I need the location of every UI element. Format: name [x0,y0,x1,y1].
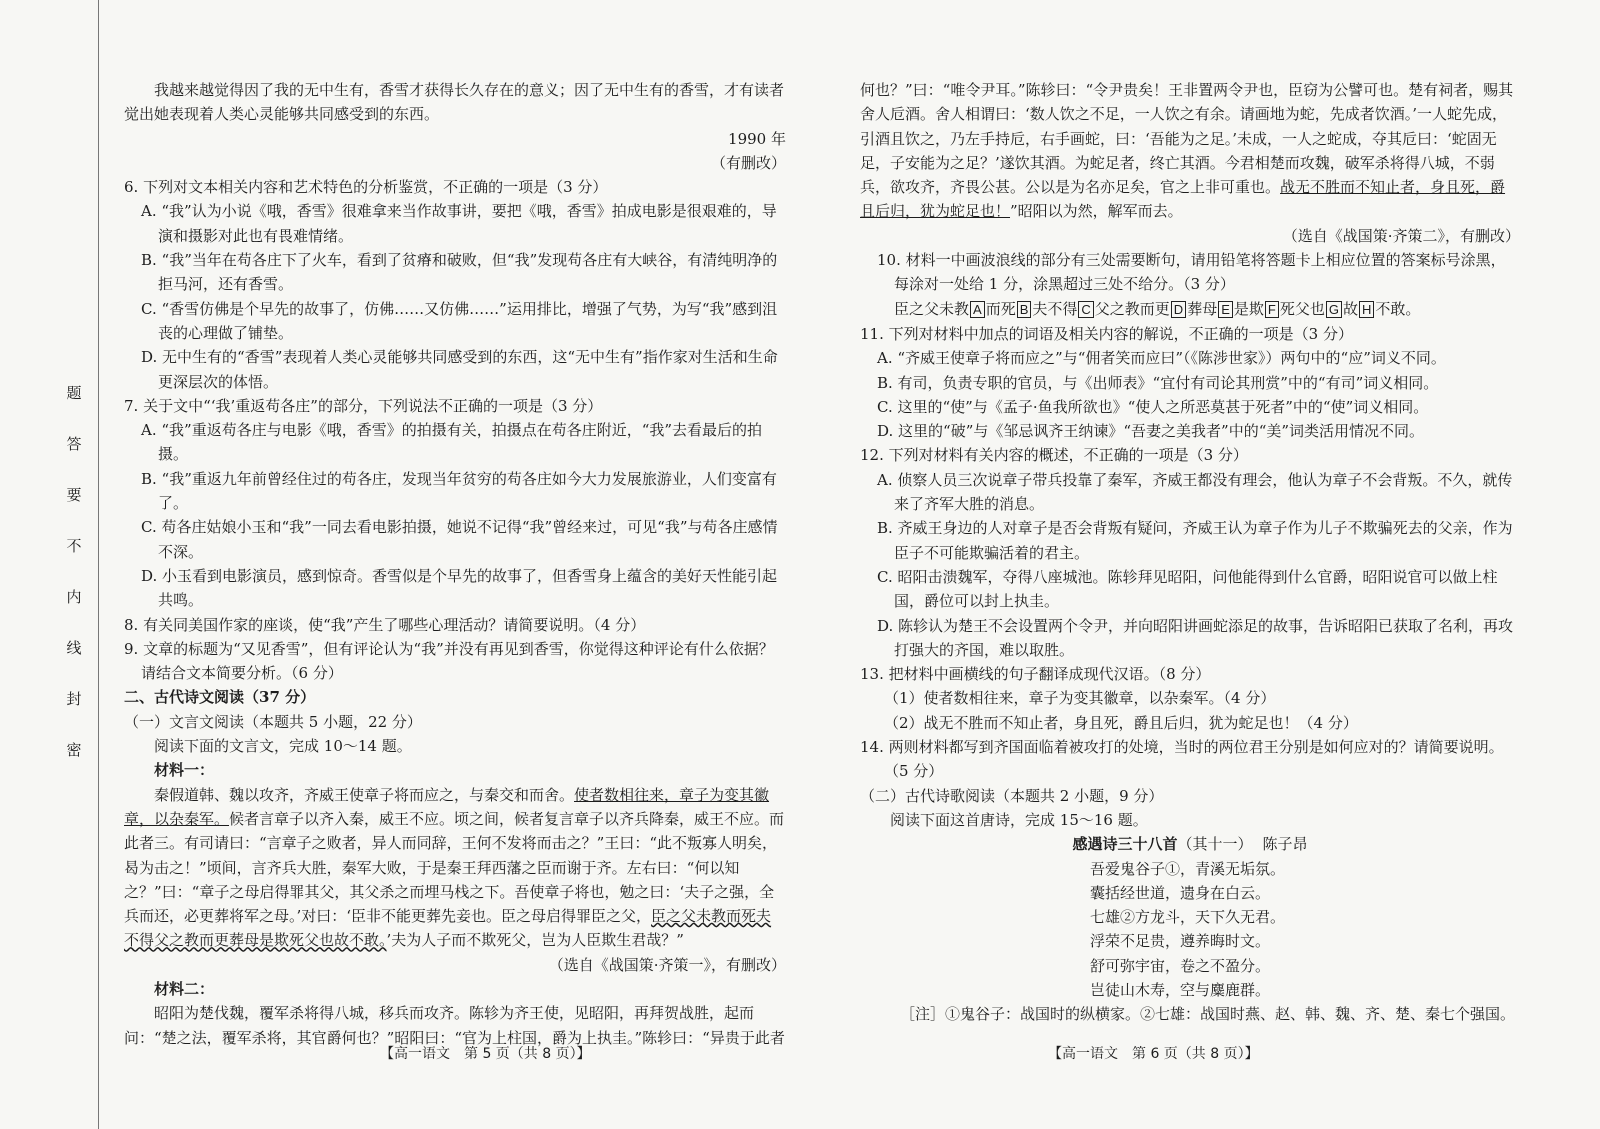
material-2-part-b: ”昭阳以为然，解军而去。 [1010,202,1183,221]
segment: 臣之父未教 [894,299,970,318]
question-6-option-b: B. “我”当年在苟各庄下了火车，看到了贫瘠和破败，但“我”发现苟各庄有大峡谷，有清纯明净的拒马河，还有香雪。 [141,251,778,294]
seal-char: 题 [66,384,82,402]
question-7-option-a: A. “我”重返苟各庄与电影《哦，香雪》的拍摄有关，拍摄点在苟各庄附近，“我”去看最后的拍摄。 [141,421,763,464]
poem-line: 岂徒山木寿，空与麋鹿群。 [1090,980,1271,999]
question-7-option-d: D. 小玉看到电影演员，感到惊奇。香雪似是个早先的故事了，但香雪身上蕴含的美好天性能引起共鸣。 [141,566,778,610]
material-2-text: 昭阳为楚伐魏，覆军杀将得八城，移兵而攻齐。陈轸为齐王使，见昭阳，再拜贺战胜，起而问：“楚之法，覆军杀将，其官爵何也？”昭阳曰：“官为上柱国，爵为上执圭。”陈轸曰：“异贵于此者 [124,1004,785,1047]
question-7-option-c: C. 苟各庄姑娘小玉和“我”一同去看电影拍摄，她说不记得“我”曾经来过，可见“我”与苟各庄感情不深。 [141,518,778,561]
question-6-option-a: A. “我”认为小说《哦，香雪》很难拿来当作故事讲，要把《哦，香雪》拍成电影是很艰难的，导演和摄影对此也有畏难情绪。 [141,202,777,245]
question-7-option-b: B. “我”重返九年前曾经住过的苟各庄，发现当年贫穷的苟各庄如今大力发展旅游业，人们变富有了。 [141,469,777,513]
segment: 父之教而更 [1094,299,1170,318]
break-option-b[interactable]: B [1017,301,1032,318]
poem-line: 舒可弥宇宙，卷之不盈分。 [1090,956,1271,975]
passage-year: 1990 年 [728,129,786,148]
question-12-option-d: D. 陈轸认为楚王不会设置两个令尹，并向昭阳讲画蛇添足的故事，告诉昭阳已获取了名利，再攻打强大的齐国，难以取胜。 [877,616,1514,659]
segment: 故 [1342,299,1358,318]
material-1-part-b: 候者言章子以齐入秦，威王不应。顷之间，候者复言章子以齐兵降秦，威王不应。而此者三。有司请曰：“言章子之败者，异人而同辞，王何不发将而击之？”王曰：“此不叛寡人明矣，曷为击之！”顷间，言齐兵大胜，秦军大败，于是秦王拜西藩之臣而谢于齐。左右曰：“何以知之？”曰：“章子之母启得罪其父，其父杀之而埋马栈之下。吾使章子将也，勉之曰：‘夫子之强，全兵而还，必更葬将军之母。’对曰：‘臣非不能更葬先妾也。臣之母启得罪臣之父， [124,809,785,926]
question-13-part-2: （2）战无不胜而不知止者，身且死，爵且后归，犹为蛇足也！（4 分） [884,713,1358,732]
seal-char: 内 [66,588,82,606]
material-1-text [124,783,786,953]
page-6-column [860,78,1520,1027]
break-option-g[interactable]: G [1326,301,1342,318]
break-option-e[interactable]: E [1218,301,1233,318]
poem-line: 囊括经世道，遗身在白云。 [1090,883,1271,902]
passage-abridged: （有删改） [710,153,786,172]
break-option-h[interactable]: H [1359,301,1374,318]
material-1-part-c: ’夫为人子而不欺死父，岂为人臣欺生君哉？” [386,931,684,950]
question-12-option-a: A. 侦察人员三次说章子带兵投靠了秦军，齐威王都没有理会，他认为章子不会背叛。不久，就传来了齐军大胜的消息。 [877,470,1513,514]
segment: 不敢。 [1375,299,1421,318]
source-2: （选自《战国策·齐策二》，有删改） [1282,226,1520,245]
break-option-f[interactable]: F [1265,301,1279,318]
question-12-option-b: B. 齐威王身边的人对章子是否会背叛有疑问，齐威王认为章子作为儿子不欺骗死去的父亲，作为臣子不可能欺骗活着的君主。 [877,519,1513,562]
poem-line: 七雄②方龙斗，天下久无君。 [1090,908,1286,927]
question-11-option-d: D. 这里的“破”与《邹忌讽齐王纳谏》“吾妻之美我者”中的“美”词类活用情况不同。 [877,422,1425,441]
material-2-part-a: 何也？”曰：“唯令尹耳。”陈轸曰：“令尹贵矣！王非置两令尹也，臣窃为公譬可也。楚有祠者，赐其舍人卮酒。舍人相谓曰：‘数人饮之不足，一人饮之有余。请画地为蛇，先成者饮酒。’一人蛇先成，引酒且饮之，乃左手持卮，右手画蛇，曰：‘吾能为之足。’未成，一人之蛇成，夺其卮曰：‘蛇固无足，子安能为之足？’遂饮其酒。为蛇足者，终亡其酒。今君相楚而攻魏，破军杀将得八城，不弱兵，欲攻齐，齐畏公甚。公以是为名亦足矣，官之上非可重也。 [860,81,1514,197]
poem-title [860,832,1520,856]
seal-char: 封 [66,690,82,708]
segment: 葬母 [1187,299,1218,318]
poem-title-text: 感遇诗三十八首 [1072,835,1178,854]
seal-char: 线 [66,639,82,657]
question-11-option-c: C. 这里的“使”与《孟子·鱼我所欲也》“使人之所恶莫甚于死者”中的“使”词义相同。 [877,397,1429,416]
break-option-a[interactable]: A [970,301,985,318]
question-10: 10. 材料一中画波浪线的部分有三处需要断句，请用铅笔将答题卡上相应位置的答案标号涂黑，每涂对一处给 1 分，涂黑超过三处不给分。（3 分） [877,251,1506,294]
instruction-10-14: 阅读下面的文言文，完成 10～14 题。 [154,737,412,756]
material-2-label: 材料二： [154,979,215,998]
binding-line [98,0,99,1129]
page-footer-6: 【高一语文 第 6 页（共 8 页）】 [1048,1046,1259,1062]
break-option-d[interactable]: D [1171,301,1186,318]
segment: 是欺 [1233,299,1264,318]
question-11-option-a: A. “齐威王使章子将而应之”与“佣者笑而应曰”（《陈涉世家》）两句中的“应”词义不同。 [877,349,1446,368]
segment: 而死 [985,299,1016,318]
question-10-segmented-text [860,297,1520,322]
seal-char: 密 [66,741,82,759]
question-12: 12. 下列对材料有关内容的概述，不正确的一项是（3 分） [860,446,1248,465]
question-14: 14. 两则材料都写到齐国面临着被攻打的处境，当时的两位君王分别是如何应对的？请简要说明。（5 分） [860,738,1504,781]
question-13-part-1: （1）使者数相往来，章子为变其徽章，以杂秦军。（4 分） [884,689,1276,708]
section-2-heading: 二、古代诗文阅读（37 分） [124,688,316,707]
seal-char: 答 [66,435,82,453]
poem-line: 浮荣不足贵，遵养晦时文。 [1090,932,1271,951]
question-9: 9. 文章的标题为“又见香雪”，但有评论认为“我”并没有再见到香雪，你觉得这种评论有什么依据？请结合文本简要分析。（6 分） [124,639,774,683]
material-1-part-a: 秦假道韩、魏以攻齐，齐威王使章子将而应之，与秦交和而舍。 [154,785,575,804]
poem-author: 陈子昂 [1262,835,1308,854]
passage-ending: 我越来越觉得因了我的无中生有，香雪才获得长久存在的意义；因了无中生有的香雪，才有读者觉出她表现着人类心灵能够共同感受到的东西。 [124,81,785,124]
segment: 夫不得 [1032,299,1078,318]
material-2-continued [860,78,1520,224]
poem-note: ［注］①鬼谷子：战国时的纵横家。②七雄：战国时燕、赵、韩、魏、齐、楚、秦七个强国。 [900,1005,1516,1024]
seal-char: 不 [66,537,82,555]
page-5-column [124,78,786,1050]
material-1-label: 材料一： [154,761,215,780]
underlined-sentence-1: 使者数相往来，章子为变其徽章，以杂秦军。 [124,785,770,828]
question-11: 11. 下列对材料中加点的词语及相关内容的解说，不正确的一项是（3 分） [860,324,1353,343]
segment: 死父也 [1279,299,1325,318]
question-8: 8. 有关同美国作家的座谈，使“我”产生了哪些心理活动？请简要说明。（4 分） [124,615,646,634]
question-11-option-b: B. 有司，负责专职的官员，与《出师表》“宜付有司论其刑赏”中的“有司”词义相同。 [877,373,1439,392]
source-1: （选自《战国策·齐策一》，有删改） [548,955,786,974]
poem-subtitle: （其十一） [1177,835,1253,854]
question-6: 6. 下列对文本相关内容和艺术特色的分析鉴赏，不正确的一项是（3 分） [124,178,608,197]
subsection-classical-prose: （一）文言文阅读（本题共 5 小题，22 分） [124,712,422,731]
instruction-15-16: 阅读下面这首唐诗，完成 15～16 题。 [890,810,1148,829]
underlined-sentence-2: 战无不胜而不知止者，身且死，爵且后归，犹为蛇足也！ [860,178,1506,221]
question-7: 7. 关于文中“‘我’重返苟各庄”的部分，下列说法不正确的一项是（3 分） [124,396,603,415]
seal-char: 要 [66,486,82,504]
seal-line-text [63,380,85,788]
page-footer-5: 【高一语文 第 5 页（共 8 页）】 [380,1046,591,1062]
question-6-option-c: C. “香雪仿佛是个早先的故事了，仿佛……又仿佛……”运用排比，增强了气势，为写“我”感到沮丧的心理做了铺垫。 [141,299,778,342]
wavy-underlined-sentence: 臣之父未教而死夫不得父之教而更葬母是欺死父也故不敢。 [124,907,772,950]
break-option-c[interactable]: C [1078,301,1093,318]
question-12-option-c: C. 昭阳击溃魏军，夺得八座城池。陈轸拜见昭阳，问他能得到什么官爵，昭阳说官可以做上柱国，爵位可以封上执圭。 [877,567,1498,611]
question-6-option-d: D. 无中生有的“香雪”表现着人类心灵能够共同感受到的东西，这“无中生有”指作家对生活和生命更深层次的体悟。 [141,348,778,391]
subsection-poetry: （二）古代诗歌阅读（本题共 2 小题，9 分） [860,786,1164,805]
question-13: 13. 把材料中画横线的句子翻译成现代汉语。（8 分） [860,665,1211,684]
poem-line: 吾爱鬼谷子①，青溪无垢氛。 [1090,859,1286,878]
